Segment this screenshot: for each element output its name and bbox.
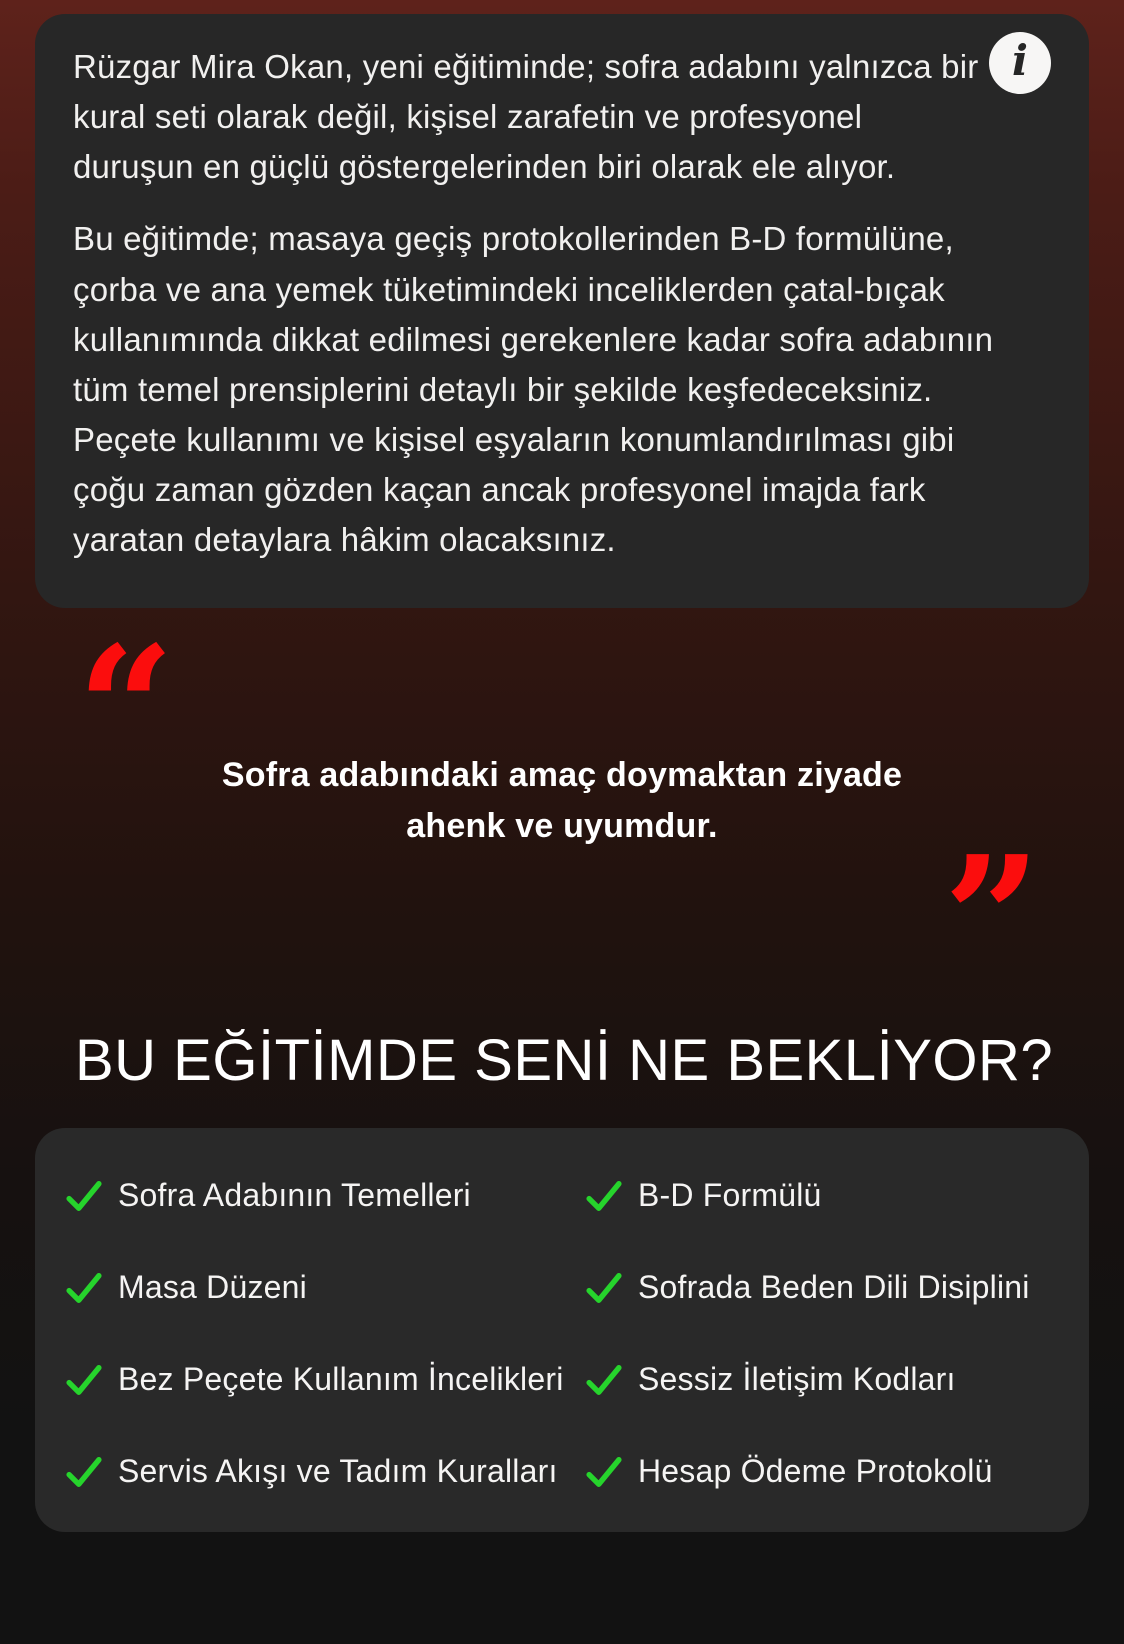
quote-text (35, 750, 1089, 852)
checklist-item-label: Masa Düzeni (118, 1269, 307, 1306)
checklist-item-label: B-D Formülü (638, 1177, 822, 1214)
intro-card (35, 14, 1089, 608)
checklist-item (63, 1451, 583, 1493)
section-title: BU EĞİTİMDE SENİ NE BEKLİYOR? (75, 1027, 1054, 1093)
checklist-item (583, 1359, 1061, 1401)
checklist-item (583, 1267, 1061, 1309)
checklist-item-label: Bez Peçete Kullanım İncelikleri (118, 1361, 564, 1398)
checklist-item (583, 1175, 1061, 1217)
checklist-item (63, 1175, 583, 1217)
check-icon (63, 1359, 105, 1401)
info-icon-glyph: i (1012, 36, 1028, 85)
check-icon (583, 1451, 625, 1493)
quote-line-1: Sofra adabındaki amaç doymaktan ziyade (221, 755, 903, 794)
info-icon[interactable] (989, 32, 1051, 94)
checklist-item-label: Sessiz İletişim Kodları (638, 1361, 956, 1398)
check-icon (583, 1267, 625, 1309)
checklist-item-label: Sofrada Beden Dili Disiplini (638, 1269, 1030, 1306)
checklist-item (583, 1451, 1061, 1493)
checklist-item-label: Sofra Adabının Temelleri (118, 1177, 471, 1214)
quote-section (35, 608, 1089, 1019)
intro-paragraph-2: Bu eğitimde; masaya geçiş protokollerinden B-D formülüne, çorba ve ana yemek tüketimindeki inceliklerden çatal-bıçak kullanımında dikkat edilmesi gerekenlere kadar sofra adabının tüm temel prensiplerini detaylı bir şekilde keşfedeceksiniz. Peçete kullanımı ve kişisel eşyaların konumlandırılması gibi çoğu zaman gözden kaçan ancak profesyonel imajda fark yaratan detaylara hâkim olacaksınız. (73, 220, 994, 559)
quote-line-2: ahenk ve uyumdur. (406, 806, 718, 845)
close-quote-icon: ” (943, 818, 1041, 1019)
check-icon (583, 1175, 625, 1217)
check-icon (63, 1267, 105, 1309)
checklist-item (63, 1359, 583, 1401)
checklist-item-label: Hesap Ödeme Protokolü (638, 1453, 993, 1490)
checklist-item-label: Servis Akışı ve Tadım Kuralları (118, 1453, 558, 1490)
check-icon (63, 1451, 105, 1493)
checklist-item (63, 1267, 583, 1309)
intro-paragraph-1: Rüzgar Mira Okan, yeni eğitiminde; sofra adabını yalnızca bir kural seti olarak değil, kişisel zarafetin ve profesyonel duruşun en güçlü göstergelerinden biri olarak ele alıyor. (73, 48, 979, 186)
check-icon (583, 1359, 625, 1401)
open-quote-icon: “ (77, 608, 175, 809)
checklist-card (35, 1128, 1089, 1532)
check-icon (63, 1175, 105, 1217)
